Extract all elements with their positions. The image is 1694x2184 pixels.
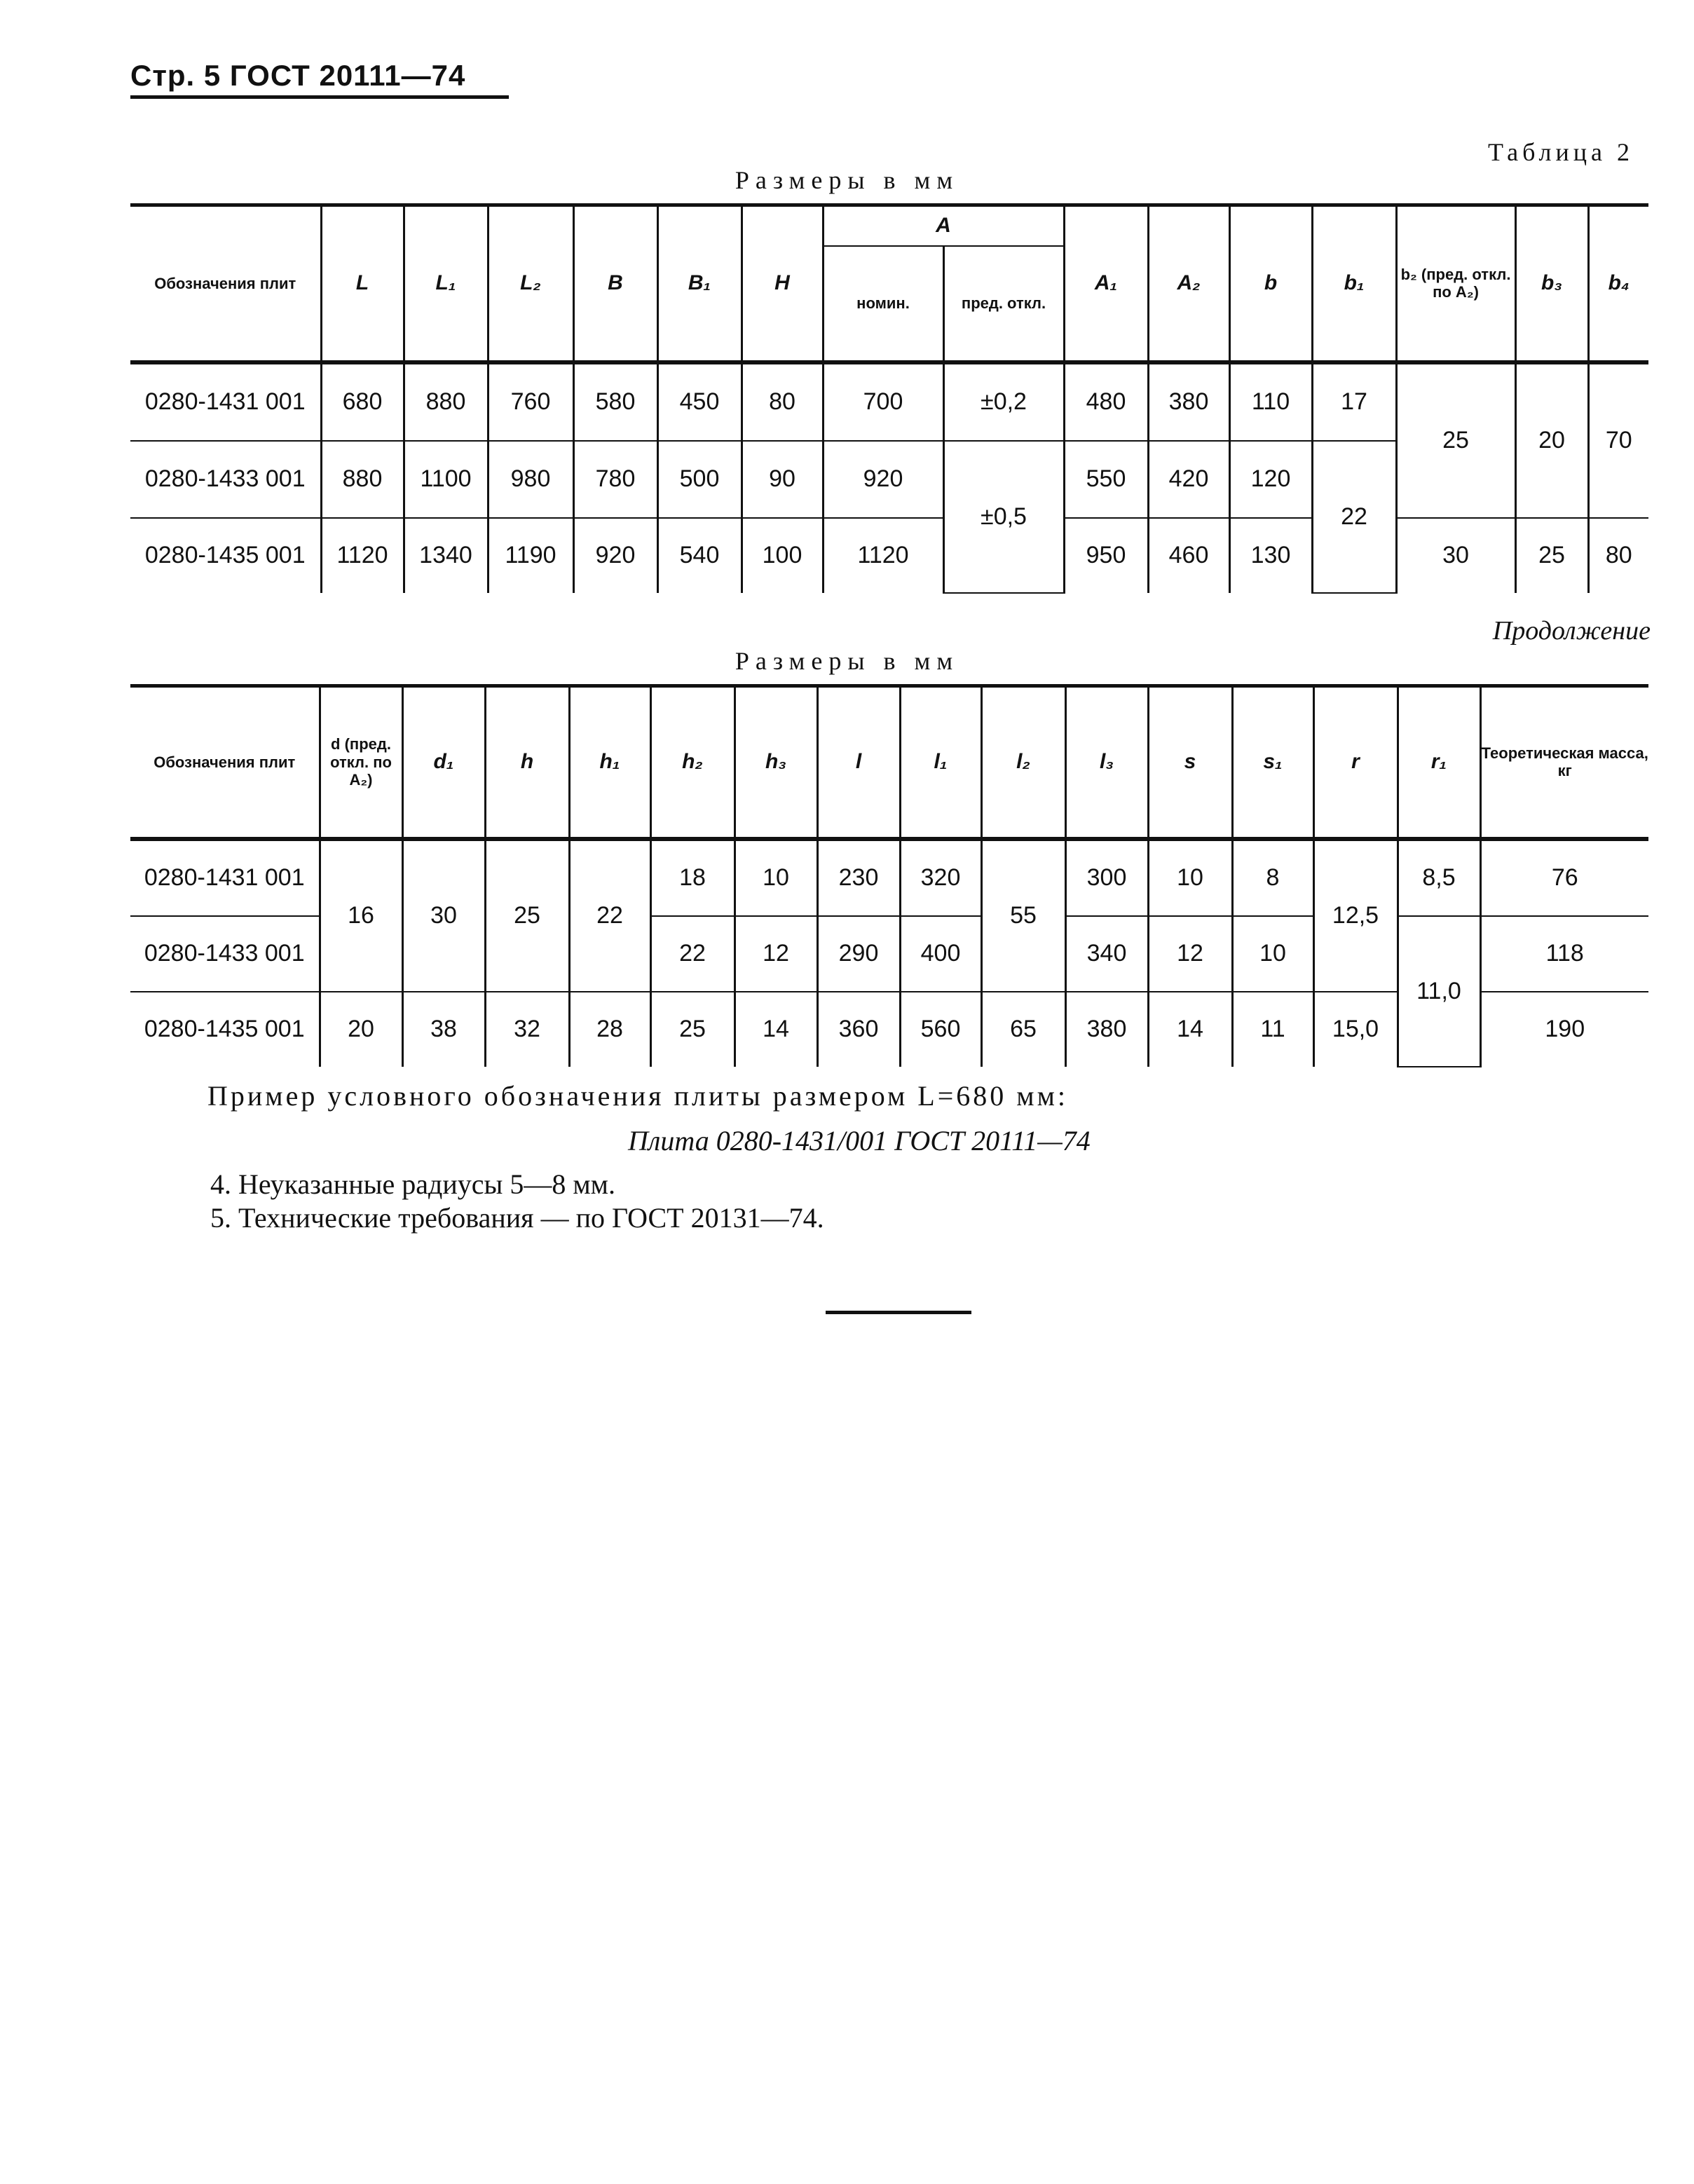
t2-row3-l1: 560 [900, 992, 981, 1067]
t1-header-H: H [742, 205, 823, 362]
t2-header-mass: Теоретическая масса, кг [1480, 686, 1648, 839]
t2-row1-l3: 300 [1065, 839, 1148, 916]
t1-row2-B1: 500 [657, 441, 742, 518]
t1-row1-B: 580 [573, 362, 657, 441]
t2-row2-mass: 118 [1480, 916, 1648, 992]
t2-header-l: l [817, 686, 900, 839]
t1-row3-L2: 1190 [488, 518, 573, 593]
t1-row12-b3: 20 [1515, 362, 1588, 518]
t1-header-A: A [823, 205, 1064, 246]
t2-row2-l: 290 [817, 916, 900, 992]
t2-header-l1: l₁ [900, 686, 981, 839]
t2-header-s1: s₁ [1232, 686, 1313, 839]
t1-row1-H: 80 [742, 362, 823, 441]
t1-row3-A1: 950 [1064, 518, 1148, 593]
t1-row3-b4: 80 [1588, 518, 1648, 593]
t2-header-s: s [1148, 686, 1232, 839]
t2-row3-d1: 38 [402, 992, 485, 1067]
t2-row1-h3: 10 [735, 839, 817, 916]
t2-row1-name: 0280-1431 001 [130, 839, 320, 916]
t1-row1-A-nom: 700 [823, 362, 943, 441]
t1-row2-H: 90 [742, 441, 823, 518]
t2-header-r1: r₁ [1398, 686, 1480, 839]
t2-row2-h2: 22 [650, 916, 735, 992]
t2-row3-d: 20 [320, 992, 402, 1067]
t1-row3-b: 130 [1229, 518, 1312, 593]
t2-row23-r1: 11,0 [1398, 916, 1480, 1067]
t1-header-b: b [1229, 205, 1312, 362]
t2-row3-h: 32 [485, 992, 569, 1067]
t1-row3-A2: 460 [1148, 518, 1229, 593]
t2-header-l3: l₃ [1065, 686, 1148, 839]
t2-row12-l2: 55 [981, 839, 1065, 992]
t1-row1-B1: 450 [657, 362, 742, 441]
t2-row12-h: 25 [485, 839, 569, 992]
t2-row1-l: 230 [817, 839, 900, 916]
t2-row2-l1: 400 [900, 916, 981, 992]
t2-row3-s1: 11 [1232, 992, 1313, 1067]
t2-row3-name: 0280-1435 001 [130, 992, 320, 1067]
t1-row1-A1: 480 [1064, 362, 1148, 441]
t1-row1-name: 0280-1431 001 [130, 362, 321, 441]
t2-row3-h1: 28 [569, 992, 650, 1067]
t1-row12-b2: 25 [1396, 362, 1515, 518]
t1-row3-A-nom: 1120 [823, 518, 943, 593]
t1-row1-L: 680 [321, 362, 404, 441]
example-designation: Плита 0280-1431/001 ГОСТ 20111—74 [628, 1125, 1091, 1156]
t2-row3-h3: 14 [735, 992, 817, 1067]
table2 [130, 684, 1648, 1067]
table-label: Таблица 2 [1488, 138, 1634, 166]
t1-row3-B1: 540 [657, 518, 742, 593]
t2-header-h3: h₃ [735, 686, 817, 839]
t2-row2-s: 12 [1148, 916, 1232, 992]
t1-row2-b: 120 [1229, 441, 1312, 518]
t2-header-r: r [1313, 686, 1398, 839]
t1-row2-L1: 1100 [404, 441, 488, 518]
t1-header-name: Обозначения плит [130, 205, 321, 362]
t1-row2-L2: 980 [488, 441, 573, 518]
t1-header-b4: b₄ [1588, 205, 1648, 362]
t2-row12-r: 12,5 [1313, 839, 1398, 992]
page-header: Стр. 5 ГОСТ 20111—74 [130, 59, 466, 92]
t2-row12-d: 16 [320, 839, 402, 992]
t1-row3-name: 0280-1435 001 [130, 518, 321, 593]
t2-row3-s: 14 [1148, 992, 1232, 1067]
header-underline [130, 95, 509, 99]
t1-header-A1: A₁ [1064, 205, 1148, 362]
t2-header-d: d (пред. откл. по A₂) [320, 686, 402, 839]
t2-row3-h2: 25 [650, 992, 735, 1067]
t2-row3-l3: 380 [1065, 992, 1148, 1067]
t1-header-L1: L₁ [404, 205, 488, 362]
t1-row3-L1: 1340 [404, 518, 488, 593]
t1-row2-name: 0280-1433 001 [130, 441, 321, 518]
t1-header-b3: b₃ [1515, 205, 1588, 362]
t2-row1-h2: 18 [650, 839, 735, 916]
t1-row1-b: 110 [1229, 362, 1312, 441]
t1-header-b1: b₁ [1312, 205, 1396, 362]
t1-row23-b1: 22 [1312, 441, 1396, 593]
continuation-label: Продолжение [1492, 616, 1651, 646]
t2-row2-name: 0280-1433 001 [130, 916, 320, 992]
t1-header-A-nom: номин. [823, 246, 943, 362]
t2-row1-r1: 8,5 [1398, 839, 1480, 916]
t1-row3-H: 100 [742, 518, 823, 593]
t2-row12-d1: 30 [402, 839, 485, 992]
example-intro: Пример условного обозначения плиты размером L=680 мм: [207, 1080, 1069, 1112]
t1-row3-b3: 25 [1515, 518, 1588, 593]
t2-row2-h3: 12 [735, 916, 817, 992]
t2-header-l2: l₂ [981, 686, 1065, 839]
t1-header-b2: b₂ (пред. откл. по A₂) [1396, 205, 1515, 362]
table1 [130, 203, 1648, 594]
t2-header-h: h [485, 686, 569, 839]
t1-row12-b4: 70 [1588, 362, 1648, 518]
t1-row2-L: 880 [321, 441, 404, 518]
t1-row1-L2: 760 [488, 362, 573, 441]
t1-row3-b2: 30 [1396, 518, 1515, 593]
t1-row2-B: 780 [573, 441, 657, 518]
t1-row23-A-tol: ±0,5 [943, 441, 1064, 593]
t1-row3-B: 920 [573, 518, 657, 593]
t1-row2-A1: 550 [1064, 441, 1148, 518]
note-4: 4. Неуказанные радиусы 5—8 мм. [210, 1168, 615, 1200]
t1-row3-L: 1120 [321, 518, 404, 593]
t1-header-B1: B₁ [657, 205, 742, 362]
t2-row12-h1: 22 [569, 839, 650, 992]
t1-row1-A-tol: ±0,2 [943, 362, 1064, 441]
t2-header-h1: h₁ [569, 686, 650, 839]
t2-header-name: Обозначения плит [130, 686, 320, 839]
t2-row2-l3: 340 [1065, 916, 1148, 992]
t1-row1-A2: 380 [1148, 362, 1229, 441]
t1-header-B: B [573, 205, 657, 362]
t2-row2-s1: 10 [1232, 916, 1313, 992]
table2-caption: Размеры в мм [735, 647, 959, 675]
t2-header-d1: d₁ [402, 686, 485, 839]
t1-header-A2: A₂ [1148, 205, 1229, 362]
t2-row1-l1: 320 [900, 839, 981, 916]
t2-row3-l2: 65 [981, 992, 1065, 1067]
t2-row3-r: 15,0 [1313, 992, 1398, 1067]
t2-row3-mass: 190 [1480, 992, 1648, 1067]
t2-row1-mass: 76 [1480, 839, 1648, 916]
t1-row1-b1: 17 [1312, 362, 1396, 441]
t1-row2-A2: 420 [1148, 441, 1229, 518]
t2-row1-s: 10 [1148, 839, 1232, 916]
t1-header-L: L [321, 205, 404, 362]
t2-row3-l: 360 [817, 992, 900, 1067]
end-divider [826, 1311, 971, 1314]
t1-row1-L1: 880 [404, 362, 488, 441]
t2-header-h2: h₂ [650, 686, 735, 839]
table1-caption: Размеры в мм [735, 166, 959, 194]
note-5: 5. Технические требования — по ГОСТ 20131—74. [210, 1202, 824, 1234]
t2-row1-s1: 8 [1232, 839, 1313, 916]
t1-header-L2: L₂ [488, 205, 573, 362]
t1-row2-A-nom: 920 [823, 441, 943, 518]
t1-header-A-tol: пред. откл. [943, 246, 1064, 362]
